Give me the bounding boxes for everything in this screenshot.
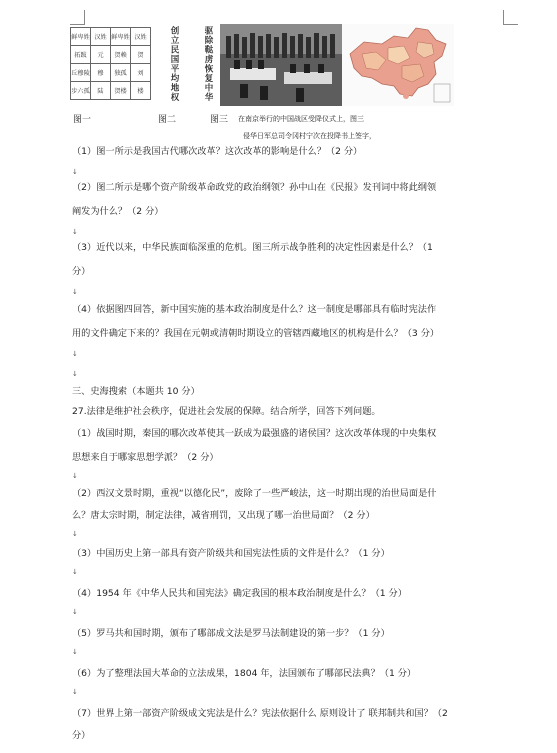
table-cell: 贺楼 — [111, 82, 131, 100]
question-4-line-2: 用的文件确定下来的？我国在元朝或清朝时期设立的管辖西藏地区的机构是什么？（3 分） — [72, 328, 440, 339]
question-27-3: （3）中国历史上第一部具有资产阶级共和国宪法性质的文件是什么？（1 分） — [72, 548, 390, 559]
table-cell: 贺 — [131, 46, 151, 64]
paragraph-mark: ↓ — [72, 608, 78, 616]
crop-mark-top-left — [70, 10, 85, 25]
table-cell: 汉姓 — [131, 28, 151, 46]
table-cell: 陆 — [91, 82, 111, 100]
table-cell: 穆 — [91, 64, 111, 82]
paragraph-mark: ↓ — [72, 648, 78, 656]
paragraph-mark: ↓ — [72, 530, 78, 538]
question-27-4: （4）1954 年《中华人民共和国宪法》确定我国的根本政治制度是什么？（1 分） — [72, 588, 407, 599]
table-cell: 贺赖 — [111, 46, 131, 64]
table-cell: 元 — [91, 46, 111, 64]
table-cell: 丘穆陵 — [71, 64, 91, 82]
figure-2-caption: 图二 — [158, 115, 177, 125]
paragraph-mark: ↓ — [72, 568, 78, 576]
figure-3-photo — [220, 24, 342, 106]
question-4-line-1: （4）依据图四回答，新中国实施的基本政治制度是什么？这一制度是哪部具有临时宪法作 — [72, 304, 437, 315]
figure-3-caption: 图三 — [210, 115, 229, 125]
table-cell: 鲜卑姓 — [71, 28, 91, 46]
question-2-line-1: （2）图二所示是哪个资产阶级革命政党的政治纲领？孙中山在《民报》发刊词中将此纲领 — [72, 182, 437, 193]
paragraph-mark: ↓ — [72, 370, 78, 378]
question-27-intro: 27.法律是维护社会秩序，促进社会发展的保障。结合所学，回答下列问题。 — [72, 406, 381, 417]
table-row — [71, 82, 151, 100]
paragraph-mark: ↓ — [72, 688, 78, 696]
question-27-7-line-2: 分） — [72, 730, 91, 741]
paragraph-mark: ↓ — [72, 350, 78, 358]
question-27-5: （5）罗马共和国时期，颁布了哪部成文法是罗马法制建设的第一步？（1 分） — [72, 628, 390, 639]
table-cell: 汉姓 — [91, 28, 111, 46]
crop-mark-top-right — [503, 10, 518, 25]
question-27-1-line-2: 思想来自于哪家思想学派？（2 分） — [72, 452, 219, 463]
question-3-line-1: （3）近代以来，中华民族面临深重的危机。图三所示战争胜利的决定性因素是什么？（1 — [72, 242, 433, 253]
table-cell: 楼 — [131, 82, 151, 100]
figure-3-description: 在南京举行的中国战区受降仪式上，图三 — [238, 115, 364, 123]
question-1: （1）图一所示是我国古代哪次改革？这次改革的影响是什么？（2 分） — [72, 146, 363, 157]
question-2-line-2: 阐发为什么？（2 分） — [72, 206, 164, 217]
figure-2-program-text — [168, 26, 214, 104]
table-row — [71, 28, 151, 46]
figure-4-description: 侵华日军总司令冈村宁次在投降书上签字， — [243, 132, 376, 140]
figure-1-caption: 图一 — [73, 115, 92, 125]
table-row — [71, 64, 151, 82]
question-27-1-line-1: （1）战国时期，秦国的哪次改革使其一跃成为最强盛的诸侯国？这次改革体现的中央集权 — [72, 428, 437, 439]
table-cell: 拓跋 — [71, 46, 91, 64]
paragraph-mark: ↓ — [72, 472, 78, 480]
table-cell: 独孤 — [111, 64, 131, 82]
ceremony-photo-image — [220, 24, 342, 106]
question-27-6: （6）为了整理法国大革命的立法成果，1804 年，法国颁布了哪部民法典？（1 分） — [72, 668, 417, 679]
table-cell: 刘 — [131, 64, 151, 82]
paragraph-mark: ↓ — [72, 228, 78, 236]
question-27-7-line-1: （7）世界上第一部资产阶级成文宪法是什么？宪法依据什么 原则设计了 联邦制共和国？（2 — [72, 708, 448, 719]
program-column: 创立民国平均地权 — [169, 26, 179, 102]
table-cell: 步六孤 — [71, 82, 91, 100]
question-27-2-line-2: 么？唐太宗时期，制定法律，减省刑罚，又出现了哪一治世局面？（2 分） — [72, 510, 375, 521]
figure-1-surname-table — [70, 27, 151, 100]
question-27-2-line-1: （2）西汉文景时期，重视“以德化民”，废除了一些严峻法，这一时期出现的治世局面是什 — [72, 488, 437, 499]
paragraph-mark: ↓ — [72, 288, 78, 296]
china-map-image — [342, 24, 454, 106]
question-3-line-2: 分） — [72, 266, 91, 277]
table-row — [71, 46, 151, 64]
figure-4-map — [342, 24, 454, 106]
paragraph-mark: ↓ — [72, 168, 78, 176]
program-column: 驱除鞑虏恢复中华 — [203, 26, 213, 102]
table-cell: 鲜卑姓 — [111, 28, 131, 46]
section-three-heading: 三、史海搜索（本题共 10 分） — [72, 386, 200, 397]
